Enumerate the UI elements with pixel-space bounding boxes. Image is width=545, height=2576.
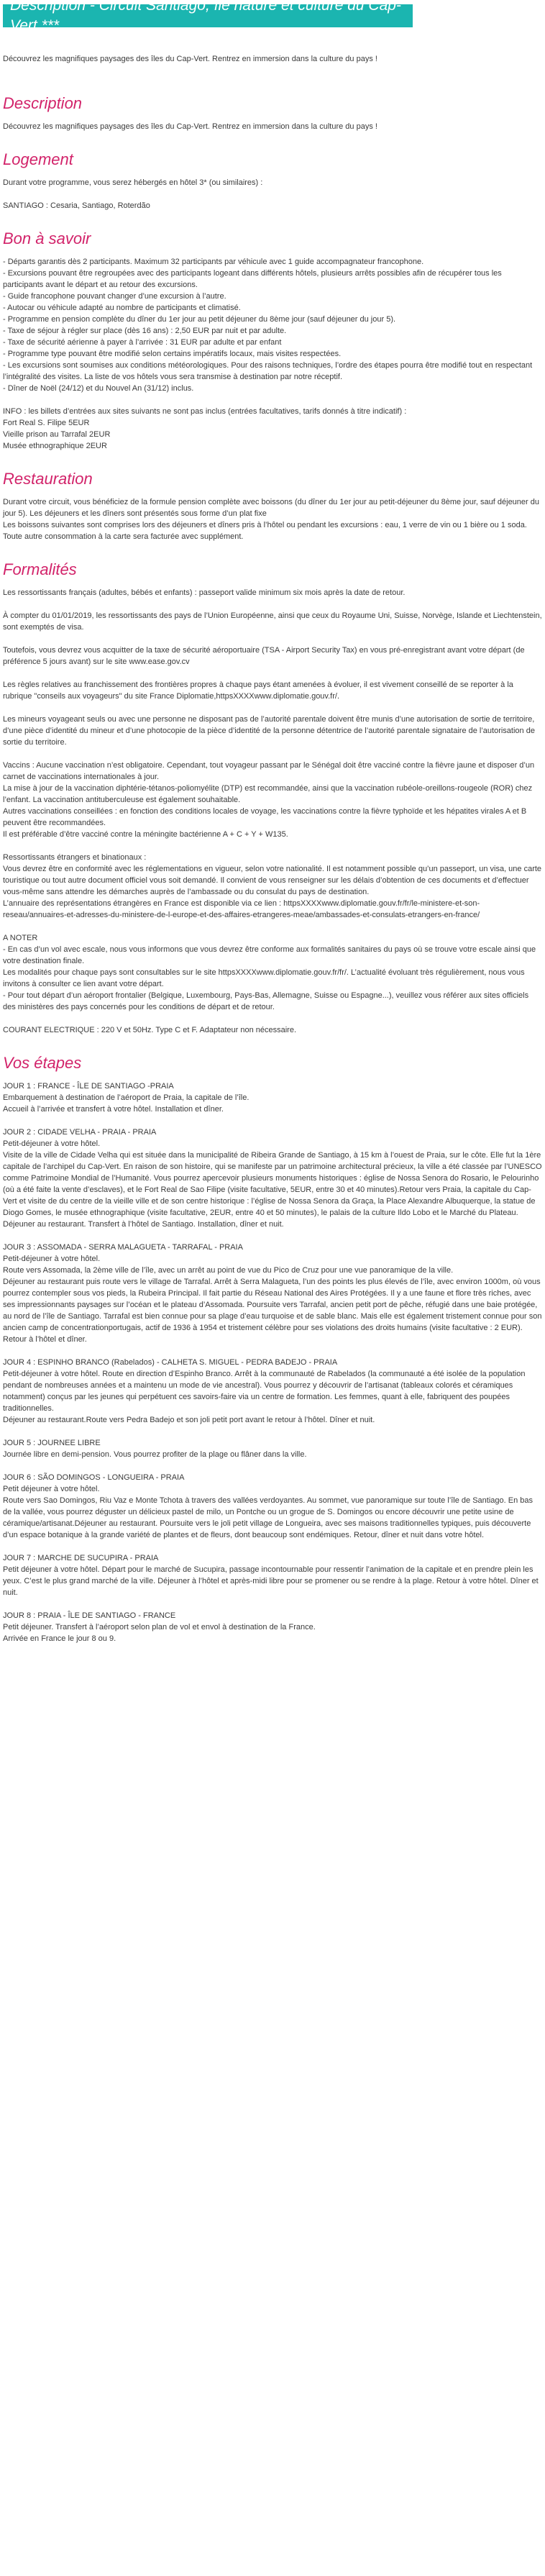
text-line: Les règles relatives au franchissement des frontières propres à chaque pays étant amenées à évoluer, il est vivement conseillé de se reporter à la rubrique "conseils aux voyageurs" du site France Diplomatie,httpsXXXXwww.diplomatie.gouv.fr/. — [3, 681, 513, 701]
itinerary-day — [3, 1552, 542, 1598]
itinerary-day — [3, 1437, 542, 1460]
day-heading: JOUR 8 : PRAIA - ÎLE DE SANTIAGO - FRANCE — [3, 1611, 176, 1620]
restauration-content — [3, 496, 542, 542]
paragraph-spacer — [3, 1460, 542, 1472]
text-line: Les boissons suivantes sont comprises lors des déjeuners et dîners pris à l’hôtel ou pendant les excursions : eau, 1 verre de vin ou 1 bière ou 1 soda. Toute autre consommation à la carte sera facturée avec supplément. — [3, 521, 527, 541]
text-line: L’annuaire des représentations étrangères en France est disponible via ce lien : httpsXXXXwww.diplomatie.gouv.fr/fr/le-ministere-et-son-reseau/annuaires-et-adresses-du-ministere-de-l-europe-et-des-affaires-etrangeres-meae/ambassades-et-consulats-etrangers-en-france/ — [3, 899, 480, 919]
paragraph-spacer — [3, 840, 542, 852]
text-line: INFO : les billets d’entrées aux sites suivants ne sont pas inclus (entrées facultatives, tarifs donnés à titre indicatif) : — [3, 407, 407, 416]
text-line: Les mineurs voyageant seuls ou avec une personne ne disposant pas de l’autorité parentale doivent être munis d’une autorisation de sortie de territoire, d’une pièce d’identité du mineur et d’une photocopie de la pièce d’identité de la personne détentrice de l’autorité parentale signataire de l’autorisation de sortie du territoire. — [3, 715, 535, 747]
paragraph-spacer — [3, 668, 542, 679]
page-title: Description - Circuit Santiago, île nature et culture du Cap-Vert *** — [10, 0, 401, 34]
text-line: Durant votre programme, vous serez hébergés en hôtel 3* (ou similaires) : — [3, 178, 263, 187]
day-text-line: Déjeuner au restaurant puis route vers le village de Tarrafal. Arrêt à Serra Malagueta, l’un des points les plus élevés de l’île, avec environ 1000m, où vous pourrez contempler sous vos pieds, la Rubeira Principal. Il fait partie du Réseau National des Aires Protégées. Il y a une faune et flore très riches, avec ses impressionnants paysages sur l’océan et le plateau d’Assomada. Poursuite vers Tarrafal, ancien petit port de pêche, réfugié dans une baie protégée, au nord de l’île de Santiago. Tarrafal est bien connue pour sa plage d’eau turquoise et de sable blanc. Mais elle est également tristement connue pour son ancien camp de concentrationportugais, actif de 1936 à 1954 et tristement célèbre pour ses violations des droits humains (visite facultative : 2 EUR). Retour à l’hôtel et dîner. — [3, 1278, 542, 1344]
text-line: La mise à jour de la vaccination diphtérie-tétanos-poliomyélite (DTP) est recommandée, ainsi que la vaccination rubéole-oreillons-rougeole (ROR) chez l’enfant. La vaccination antituberculeuse est également souhaitable. — [3, 784, 533, 804]
day-text-line: Petit-déjeuner à votre hôtel. Route en direction d’Espinho Branco. Arrêt à la communauté de Rabelados (la communauté a été isolée de la population pendant de nombreuses années et a maintenu un mode de vie ancestral). Vous pourrez y découvrir de l’artisanat (tableaux colorés et céramiques notamment) conçus par les jeunes qui perpétuent ces savoirs-faire via un centre de formation. Les femmes, quant à elle, fabriquent des poupées traditionnelles. — [3, 1370, 526, 1413]
itinerary-day — [3, 1242, 542, 1345]
day-text-line: Déjeuner au restaurant.Route vers Pedra Badejo et son joli petit port avant le retour à l’hôtel. Dîner et nuit. — [3, 1416, 375, 1424]
itinerary-day — [3, 1080, 542, 1115]
text-line: - Les excursions sont soumises aux conditions météorologiques. Pour des raisons techniques, l’ordre des étapes pourra être modifié tout en respectant l’intégralité des visites. La liste de vos hôtels vous sera transmise à destination par notre réceptif. — [3, 361, 533, 381]
text-line: - Excursions pouvant être regroupées avec des participants logeant dans différents hôtels, plusieurs arrêts possibles afin de récupérer tous les participants avant le départ et au retour des excursions. — [3, 269, 502, 289]
day-text-line: Route vers Sao Domingos, Riu Vaz e Monte Tchota à travers des vallées verdoyantes. Au sommet, vue panoramique sur toute l’île de Santiago. En bas de la vallée, vous pourrez déguster un délicieux pastel de milo, un Pontche ou un grogue de S. Domingos ou encore découvrir une petite usine de céramique/artisanat.Déjeuner au restaurant. Poursuite vers le joli petit village de Longueira, avec ses maisons traditionnelles typiques, puis découverte d’un espace botanique à la grande variété de plantes et de fleurs, dont beaucoup sont endémiques. Retour, dîner et nuit dans votre hôtel. — [3, 1496, 533, 1539]
text-line: - Guide francophone pouvant changer d’une excursion à l’autre. — [3, 292, 226, 301]
day-heading: JOUR 4 : ESPINHO BRANCO (Rabelados) - CALHETA S. MIGUEL - PEDRA BADEJO - PRAIA — [3, 1358, 338, 1367]
text-line: Autres vaccinations conseillées : en fonction des conditions locales de voyage, les vaccinations contre la fièvre typhoïde et les hépatites virales A et B peuvent être recommandées. — [3, 807, 527, 827]
text-line: - Programme type pouvant être modifié selon certains impératifs locaux, mais visites respectées. — [3, 350, 342, 358]
itinerary-day — [3, 1127, 542, 1230]
day-heading: JOUR 5 : JOURNEE LIBRE — [3, 1439, 101, 1447]
day-text-line: Visite de la ville de Cidade Velha qui est située dans la municipalité de Ribeira Grande de Santiago, à 15 km à l’ouest de Praia, sur le côte. Elle fut la 1ère capitale de l’archipel du Cap-Vert. En raison de son histoire, qui se manifeste par un patrimoine architectural précieux, la ville a été classée par l’UNESCO comme Patrimoine Mondial de l’Humanité. Vous pourrez apercevoir plusieurs monuments historiques : église de Nossa Senora do Rosario, le Pelourinho (où a été faite la vente d’esclaves), et le Fort Real de Sao Filipe (visite facultative, 5EUR, entre 30 et 40 minutes).Retour vers Praia, la capitale du Cap-Vert et visite de du centre de la vieille ville et de son centre historique : l’église de Nossa Senora da Graça, la Place Alexandre Albuquerque, la statue de Diogo Gomes, le musée ethnographique (visite facultative, 2EUR, entre 40 et 50 minutes), le palais de la culture Ildo Lobo et le Marché du Plateau. — [3, 1151, 542, 1217]
formalites-content — [3, 587, 542, 1036]
day-text-line: Déjeuner au restaurant. Transfert à l’hôtel de Santiago. Installation, dîner et nuit. — [3, 1220, 284, 1229]
paragraph-spacer — [3, 599, 542, 610]
paragraph-spacer — [3, 1115, 542, 1127]
text-line: SANTIAGO : Cesaria, Santiago, Roterdão — [3, 201, 150, 210]
paragraph-spacer — [3, 1345, 542, 1357]
paragraph-spacer — [3, 1541, 542, 1552]
itinerary — [3, 1080, 542, 1644]
text-line: COURANT ELECTRIQUE : 220 V et 50Hz. Type C et F. Adaptateur non nécessaire. — [3, 1026, 297, 1034]
text-line: Toutefois, vous devrez vous acquitter de la taxe de sécurité aéroportuaire (TSA - Airport Security Tax) en vous pré-enregistrant avant votre départ (de préférence 5 jours avant) sur le site www.ease.gov.cv — [3, 646, 525, 666]
paragraph-spacer — [3, 1013, 542, 1024]
text-line: - Dîner de Noël (24/12) et du Nouvel An (31/12) inclus. — [3, 384, 194, 393]
day-heading: JOUR 6 : SÃO DOMINGOS - LONGUEIRA - PRAIA — [3, 1473, 185, 1482]
itinerary-day — [3, 1472, 542, 1541]
text-line: - Départs garantis dès 2 participants. Maximum 32 participants par véhicule avec 1 guide accompagnateur francophone. — [3, 258, 424, 266]
day-text-line: Petit déjeuner. Transfert à l’aéroport selon plan de vol et envol à destination de la France. — [3, 1623, 316, 1631]
day-heading: JOUR 1 : FRANCE - ÎLE DE SANTIAGO -PRAIA — [3, 1082, 174, 1091]
paragraph-spacer — [3, 702, 542, 714]
text-line: Vieille prison au Tarrafal 2EUR — [3, 430, 111, 439]
day-heading: JOUR 2 : CIDADE VELHA - PRAIA - PRAIA — [3, 1128, 157, 1137]
page-title-bar — [3, 0, 413, 34]
text-line: - En cas d’un vol avec escale, nous vous informons que vous devrez être conforme aux formalités sanitaires du pays où se trouve votre escale ainsi que votre destination finale. — [3, 945, 536, 965]
paragraph-spacer — [3, 633, 542, 645]
bon-a-savoir-content — [3, 256, 542, 452]
text-line: À compter du 01/01/2019, les ressortissants des pays de l’Union Européenne, ainsi que ceux du Royaume Uni, Suisse, Norvège, Islande et Liechtenstein, sont exemptés de visa. — [3, 611, 542, 632]
paragraph-spacer — [3, 1426, 542, 1437]
logement-content — [3, 177, 542, 211]
text-line: Les modalités pour chaque pays sont consultables sur le site httpsXXXXwww.diplomatie.gouv.fr/fr/. L’actualité évoluant très régulièrement, nous vous invitons à consulter ce lien avant votre départ. — [3, 968, 525, 988]
paragraph-spacer — [3, 188, 542, 200]
text-line: Vous devrez être en conformité avec les réglementations en vigueur, selon votre nationalité. Il est notamment possible qu’un passeport, un visa, une carte touristique ou tout autre document officiel vous soit demandé. Il convient de vous renseigner sur les délais d’obtention de ces documents et d’effectuer vous-même sans attendre les démarches auprès de l’ambassade ou du consulat du pays de destination. — [3, 865, 542, 896]
text-line: Durant votre circuit, vous bénéficiez de la formule pension complète avec boissons (du dîner du 1er jour au petit-déjeuner du 8ème jour, sauf déjeuner du jour 5). Les déjeuners et les dîners sont présentés sous forme d’un plat fixe — [3, 498, 539, 518]
section-title-restauration: Restauration — [3, 470, 93, 488]
day-text-line: Embarquement à destination de l’aéroport de Praia, la capitale de l’île. — [3, 1093, 249, 1102]
text-line: Fort Real S. Filipe 5EUR — [3, 419, 90, 427]
text-line: - Taxe de sécurité aérienne à payer à l’arrivée : 31 EUR par adulte et par enfant — [3, 338, 282, 347]
section-title-vos-etapes: Vos étapes — [3, 1054, 82, 1072]
text-line: - Autocar ou véhicule adapté au nombre de participants et climatisé. — [3, 304, 241, 312]
day-text-line: Petit-déjeuner à votre hôtel. — [3, 1139, 101, 1148]
section-title-description: Description — [3, 94, 83, 112]
day-text-line: Accueil à l’arrivée et transfert à votre hôtel. Installation et dîner. — [3, 1105, 224, 1114]
text-line: Il est préférable d’être vacciné contre la méningite bactérienne A + C + Y + W135. — [3, 830, 288, 839]
description-text: Découvrez les magnifiques paysages des îles du Cap-Vert. Rentrez en immersion dans la culture du pays ! — [3, 122, 377, 131]
day-text-line: Petit-déjeuner à votre hôtel. — [3, 1255, 101, 1263]
text-line: - Programme en pension complète du dîner du 1er jour au petit déjeuner du 8ème jour (sauf déjeuner du jour 5). — [3, 315, 396, 324]
section-title-formalites: Formalités — [3, 560, 77, 578]
day-heading: JOUR 3 : ASSOMADA - SERRA MALAGUETA - TARRAFAL - PRAIA — [3, 1243, 243, 1252]
text-line: Vaccins : Aucune vaccination n’est obligatoire. Cependant, tout voyageur passant par le Sénégal doit être vacciné contre la fièvre jaune et disposer d’un carnet de vaccinations internationales à jour. — [3, 761, 535, 781]
day-text-line: Journée libre en demi-pension. Vous pourrez profiter de la plage ou flâner dans la ville. — [3, 1450, 307, 1459]
paragraph-spacer — [3, 921, 542, 932]
itinerary-day — [3, 1610, 542, 1644]
text-line: - Pour tout départ d’un aéroport frontalier (Belgique, Luxembourg, Pays-Bas, Allemagne, Suisse ou Espagne...), veuillez vous référer aux sites officiels des ministères des pays concernés pour les conditions de départ et de retour. — [3, 991, 529, 1011]
text-line: Les ressortissants français (adultes, bébés et enfants) : passeport valide minimum six mois après la date de retour. — [3, 588, 406, 597]
paragraph-spacer — [3, 1230, 542, 1242]
text-line: - Taxe de séjour à régler sur place (dès 16 ans) : 2,50 EUR par nuit et par adulte. — [3, 327, 287, 335]
text-line: A NOTER — [3, 934, 38, 942]
text-line: Ressortissants étrangers et binationaux : — [3, 853, 147, 862]
itinerary-day — [3, 1357, 542, 1426]
day-text-line: Route vers Assomada, la 2ème ville de l’île, avec un arrêt au point de vue du Pico de Cruz pour une vue panoramique de la ville. — [3, 1266, 454, 1275]
intro-text: Découvrez les magnifiques paysages des îles du Cap-Vert. Rentrez en immersion dans la culture du pays ! — [3, 55, 377, 63]
section-title-logement: Logement — [3, 150, 73, 168]
paragraph-spacer — [3, 394, 542, 406]
paragraph-spacer — [3, 748, 542, 760]
paragraph-spacer — [3, 1598, 542, 1610]
day-text-line: Petit déjeuner à votre hôtel. Départ pour le marché de Sucupira, passage incontournable pour ressentir l’animation de la capitale et en prendre plein les yeux. C’est le plus grand marché de la ville. Déjeuner à l’hôtel et après-midi libre pour se promener ou se rendre à la plage. Retour à votre hôtel. Dîner et nuit. — [3, 1565, 539, 1597]
day-heading: JOUR 7 : MARCHE DE SUCUPIRA - PRAIA — [3, 1554, 159, 1562]
text-line: Musée ethnographique 2EUR — [3, 442, 107, 450]
day-text-line: Petit déjeuner à votre hôtel. — [3, 1485, 100, 1493]
day-text-line: Arrivée en France le jour 8 ou 9. — [3, 1634, 116, 1643]
section-title-bon-a-savoir: Bon à savoir — [3, 229, 91, 247]
